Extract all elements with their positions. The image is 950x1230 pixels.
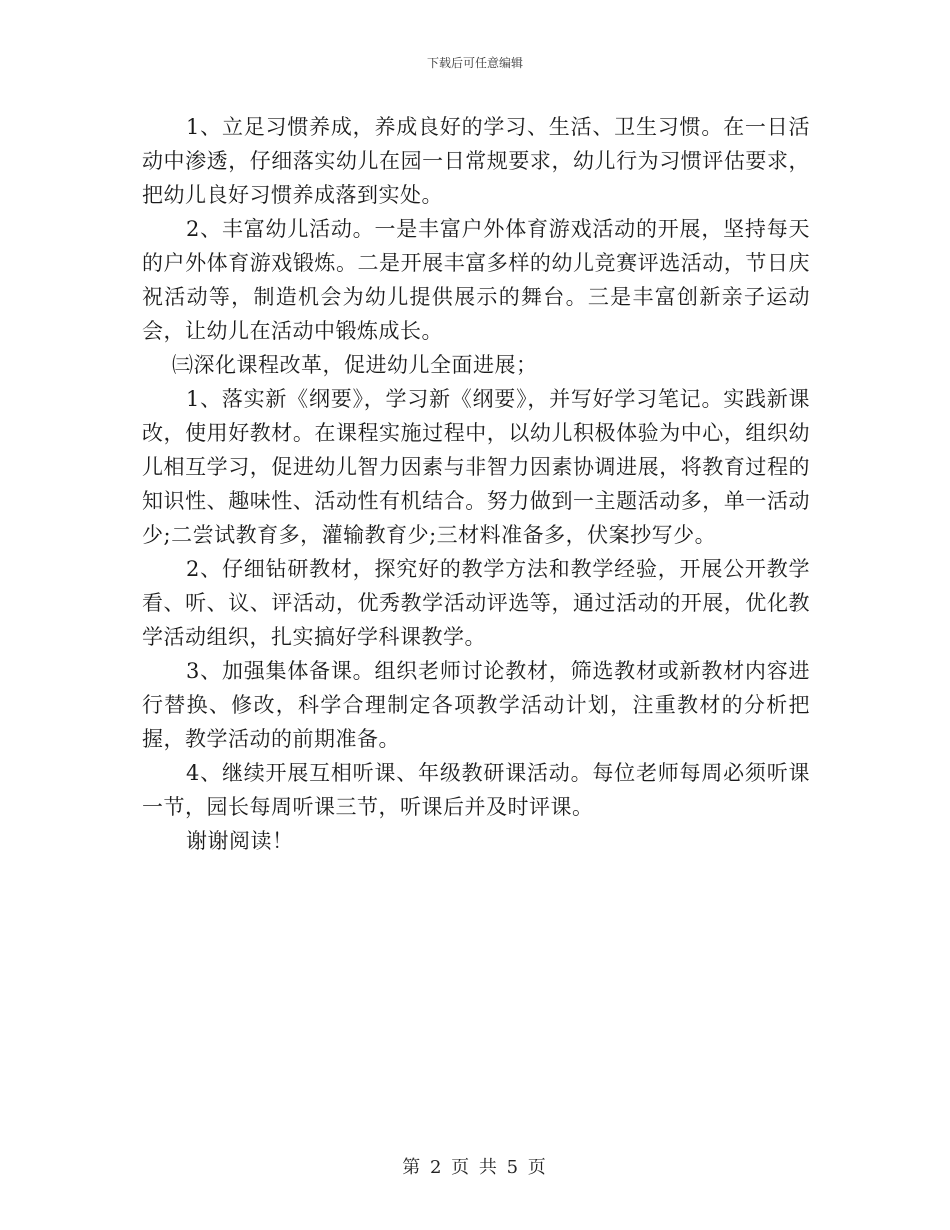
paragraph-enrich-activities: 2、丰富幼儿活动。一是丰富户外体育游戏活动的开展，坚持每天的户外体育游戏锻炼。二是开展丰富多样的幼儿竞赛评选活动，节日庆祝活动等，制造机会为幼儿提供展示的舞台。三是丰富创新亲子运动会，让幼儿在活动中锻炼成长。	[142, 217, 810, 343]
paragraph-lesson-observation: 4、继续开展互相听课、年级教研课活动。每位老师每周必须听课一节，园长每周听课三节，听课后并及时评课。	[142, 761, 810, 819]
document-body	[142, 110, 810, 858]
paragraph-study-materials: 2、仔细钻研教材，探究好的教学方法和教学经验，开展公开教学看、听、议、评活动，优秀教学活动评选等，通过活动的开展，优化教学活动组织，扎实搞好学科课教学。	[142, 557, 810, 649]
section-heading-curriculum-reform: ㈢深化课程改革，促进幼儿全面进展；	[172, 353, 538, 377]
paragraph-collective-lesson-prep: 3、加强集体备课。组织老师讨论教材，筛选教材或新教材内容进行替换、修改，科学合理制定各项教学活动计划，注重教材的分析把握，教学活动的前期准备。	[142, 659, 810, 751]
page-number-footer: 第 2 页 共 5 页	[402, 1157, 548, 1178]
paragraph-thanks: 谢谢阅读！	[186, 829, 294, 853]
header-note: 下载后可任意编辑	[426, 56, 523, 70]
paragraph-implement-outline: 1、落实新《纲要》，学习新《纲要》，并写好学习笔记。实践新课改，使用好教材。在课程实施过程中，以幼儿积极体验为中心，组织幼儿相互学习，促进幼儿智力因素与非智力因素协调进展，将教育过程的知识性、趣味性、活动性有机结合。努力做到一主题活动多，单一活动少;二尝试教育多，灌输教育少;三材料准备多，伏案抄写少。	[142, 387, 810, 547]
paragraph-habit-formation: 1、立足习惯养成，养成良好的学习、生活、卫生习惯。在一日活动中渗透，仔细落实幼儿在园一日常规要求，幼儿行为习惯评估要求，把幼儿良好习惯养成落到实处。	[142, 115, 810, 207]
